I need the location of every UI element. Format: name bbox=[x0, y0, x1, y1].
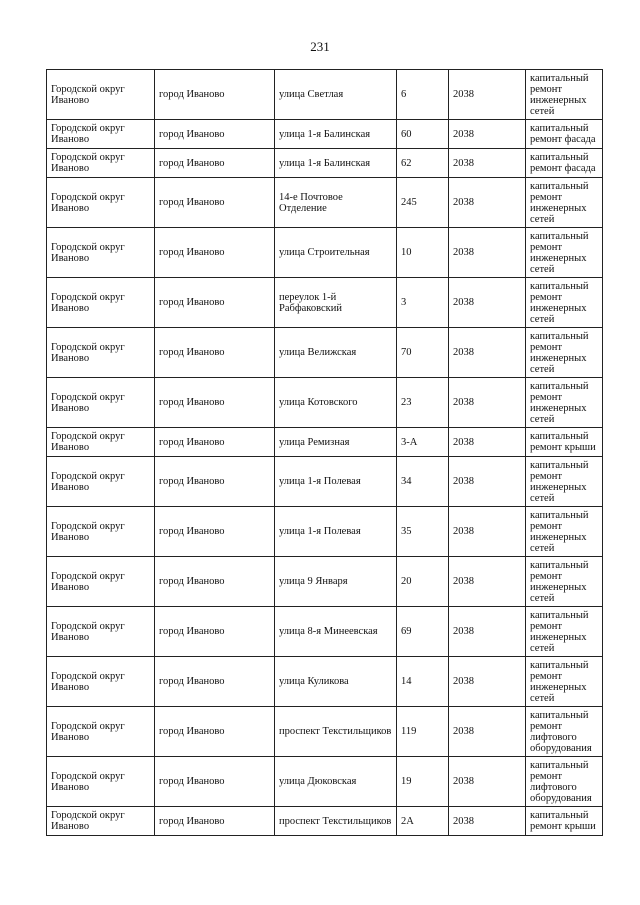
cell-year: 2038 bbox=[449, 70, 526, 120]
table-row bbox=[47, 228, 603, 278]
cell-street: улица Котовского bbox=[275, 378, 397, 428]
cell-street: улица Ремизная bbox=[275, 428, 397, 457]
cell-settlement: город Иваново bbox=[155, 607, 275, 657]
cell-year: 2038 bbox=[449, 657, 526, 707]
cell-house-number: 6 bbox=[397, 70, 449, 120]
cell-work-type: капитальный ремонт инженерных сетей bbox=[526, 378, 603, 428]
cell-house-number: 14 bbox=[397, 657, 449, 707]
cell-street: проспект Текстильщиков bbox=[275, 807, 397, 836]
cell-settlement: город Иваново bbox=[155, 278, 275, 328]
cell-house-number: 60 bbox=[397, 120, 449, 149]
table-row bbox=[47, 657, 603, 707]
cell-municipal-district: Городской округ Иваново bbox=[47, 707, 155, 757]
cell-street: улица 8-я Минеевская bbox=[275, 607, 397, 657]
cell-street: 14-е Почтовое Отделение bbox=[275, 178, 397, 228]
cell-municipal-district: Городской округ Иваново bbox=[47, 120, 155, 149]
cell-year: 2038 bbox=[449, 378, 526, 428]
cell-settlement: город Иваново bbox=[155, 557, 275, 607]
cell-work-type: капитальный ремонт инженерных сетей bbox=[526, 278, 603, 328]
table-row bbox=[47, 757, 603, 807]
table-row bbox=[47, 178, 603, 228]
cell-settlement: город Иваново bbox=[155, 657, 275, 707]
table-row bbox=[47, 707, 603, 757]
cell-year: 2038 bbox=[449, 178, 526, 228]
table-body bbox=[47, 70, 603, 836]
cell-municipal-district: Городской округ Иваново bbox=[47, 70, 155, 120]
cell-municipal-district: Городской округ Иваново bbox=[47, 378, 155, 428]
table-row bbox=[47, 278, 603, 328]
cell-settlement: город Иваново bbox=[155, 507, 275, 557]
cell-house-number: 23 bbox=[397, 378, 449, 428]
cell-municipal-district: Городской округ Иваново bbox=[47, 657, 155, 707]
cell-settlement: город Иваново bbox=[155, 178, 275, 228]
cell-settlement: город Иваново bbox=[155, 457, 275, 507]
cell-municipal-district: Городской округ Иваново bbox=[47, 507, 155, 557]
cell-house-number: 119 bbox=[397, 707, 449, 757]
table-row bbox=[47, 378, 603, 428]
cell-year: 2038 bbox=[449, 120, 526, 149]
cell-house-number: 35 bbox=[397, 507, 449, 557]
cell-house-number: 69 bbox=[397, 607, 449, 657]
cell-street: улица 1-я Полевая bbox=[275, 457, 397, 507]
cell-work-type: капитальный ремонт инженерных сетей bbox=[526, 178, 603, 228]
cell-year: 2038 bbox=[449, 607, 526, 657]
cell-work-type: капитальный ремонт инженерных сетей bbox=[526, 607, 603, 657]
table-row bbox=[47, 807, 603, 836]
cell-municipal-district: Городской округ Иваново bbox=[47, 757, 155, 807]
cell-municipal-district: Городской округ Иваново bbox=[47, 178, 155, 228]
cell-street: улица 1-я Полевая bbox=[275, 507, 397, 557]
cell-work-type: капитальный ремонт инженерных сетей bbox=[526, 228, 603, 278]
cell-work-type: капитальный ремонт лифтового оборудования bbox=[526, 707, 603, 757]
cell-year: 2038 bbox=[449, 328, 526, 378]
cell-work-type: капитальный ремонт инженерных сетей bbox=[526, 557, 603, 607]
cell-house-number: 2А bbox=[397, 807, 449, 836]
cell-work-type: капитальный ремонт крыши bbox=[526, 807, 603, 836]
cell-street: улица 1-я Балинская bbox=[275, 120, 397, 149]
cell-municipal-district: Городской округ Иваново bbox=[47, 428, 155, 457]
cell-house-number: 20 bbox=[397, 557, 449, 607]
cell-house-number: 34 bbox=[397, 457, 449, 507]
cell-settlement: город Иваново bbox=[155, 149, 275, 178]
cell-street: улица 1-я Балинская bbox=[275, 149, 397, 178]
cell-work-type: капитальный ремонт инженерных сетей bbox=[526, 70, 603, 120]
cell-year: 2038 bbox=[449, 428, 526, 457]
cell-street: улица 9 Января bbox=[275, 557, 397, 607]
cell-year: 2038 bbox=[449, 557, 526, 607]
cell-work-type: капитальный ремонт инженерных сетей bbox=[526, 457, 603, 507]
cell-house-number: 62 bbox=[397, 149, 449, 178]
cell-work-type: капитальный ремонт инженерных сетей bbox=[526, 328, 603, 378]
cell-street: улица Куликова bbox=[275, 657, 397, 707]
cell-house-number: 19 bbox=[397, 757, 449, 807]
cell-settlement: город Иваново bbox=[155, 378, 275, 428]
cell-work-type: капитальный ремонт фасада bbox=[526, 120, 603, 149]
cell-year: 2038 bbox=[449, 757, 526, 807]
cell-street: улица Строительная bbox=[275, 228, 397, 278]
cell-work-type: капитальный ремонт инженерных сетей bbox=[526, 507, 603, 557]
cell-street: переулок 1-й Рабфаковский bbox=[275, 278, 397, 328]
cell-municipal-district: Городской округ Иваново bbox=[47, 607, 155, 657]
cell-work-type: капитальный ремонт инженерных сетей bbox=[526, 657, 603, 707]
table-row bbox=[47, 70, 603, 120]
cell-year: 2038 bbox=[449, 278, 526, 328]
cell-year: 2038 bbox=[449, 228, 526, 278]
cell-street: проспект Текстильщиков bbox=[275, 707, 397, 757]
cell-house-number: 245 bbox=[397, 178, 449, 228]
cell-house-number: 3-А bbox=[397, 428, 449, 457]
cell-street: улица Дюковская bbox=[275, 757, 397, 807]
table-row bbox=[47, 428, 603, 457]
cell-municipal-district: Городской округ Иваново bbox=[47, 807, 155, 836]
cell-municipal-district: Городской округ Иваново bbox=[47, 328, 155, 378]
cell-settlement: город Иваново bbox=[155, 120, 275, 149]
cell-year: 2038 bbox=[449, 707, 526, 757]
cell-year: 2038 bbox=[449, 807, 526, 836]
table-row bbox=[47, 557, 603, 607]
cell-municipal-district: Городской округ Иваново bbox=[47, 557, 155, 607]
table-row bbox=[47, 507, 603, 557]
cell-settlement: город Иваново bbox=[155, 707, 275, 757]
table-row bbox=[47, 607, 603, 657]
cell-work-type: капитальный ремонт лифтового оборудования bbox=[526, 757, 603, 807]
cell-settlement: город Иваново bbox=[155, 757, 275, 807]
cell-work-type: капитальный ремонт крыши bbox=[526, 428, 603, 457]
cell-settlement: город Иваново bbox=[155, 428, 275, 457]
cell-settlement: город Иваново bbox=[155, 70, 275, 120]
table-row bbox=[47, 149, 603, 178]
page-number: 231 bbox=[310, 39, 330, 54]
cell-year: 2038 bbox=[449, 149, 526, 178]
cell-house-number: 70 bbox=[397, 328, 449, 378]
cell-street: улица Светлая bbox=[275, 70, 397, 120]
cell-settlement: город Иваново bbox=[155, 228, 275, 278]
cell-house-number: 3 bbox=[397, 278, 449, 328]
cell-settlement: город Иваново bbox=[155, 328, 275, 378]
cell-year: 2038 bbox=[449, 457, 526, 507]
cell-municipal-district: Городской округ Иваново bbox=[47, 278, 155, 328]
cell-house-number: 10 bbox=[397, 228, 449, 278]
table-row bbox=[47, 457, 603, 507]
cell-municipal-district: Городской округ Иваново bbox=[47, 457, 155, 507]
cell-municipal-district: Городской округ Иваново bbox=[47, 228, 155, 278]
cell-work-type: капитальный ремонт фасада bbox=[526, 149, 603, 178]
repair-schedule-table bbox=[46, 69, 603, 836]
cell-municipal-district: Городской округ Иваново bbox=[47, 149, 155, 178]
cell-settlement: город Иваново bbox=[155, 807, 275, 836]
cell-year: 2038 bbox=[449, 507, 526, 557]
cell-street: улица Велижская bbox=[275, 328, 397, 378]
table-row bbox=[47, 120, 603, 149]
table-row bbox=[47, 328, 603, 378]
